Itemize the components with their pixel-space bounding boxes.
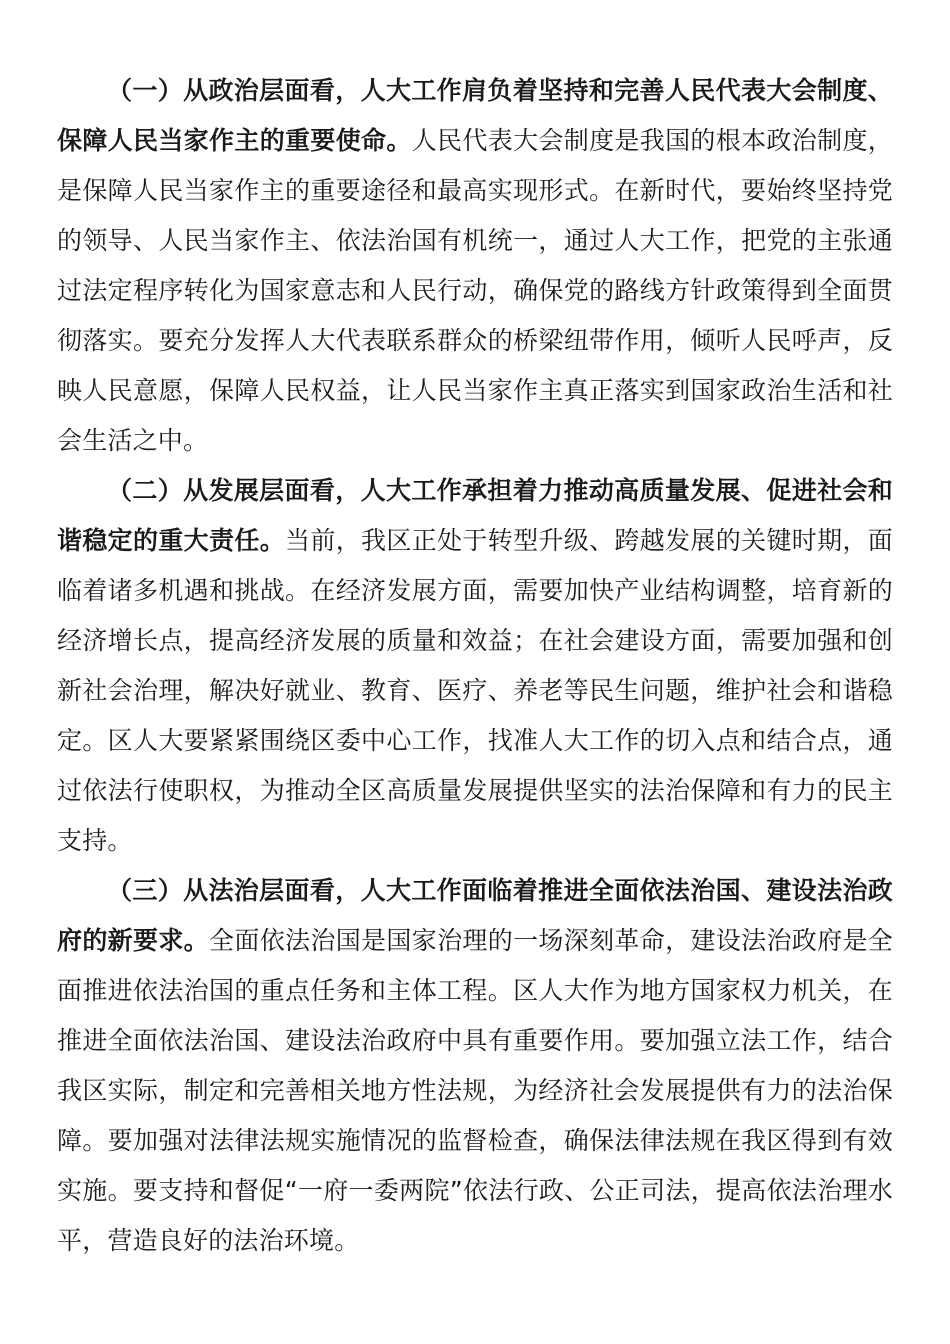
paragraph-rule-of-law [57,866,893,1266]
document-page [57,66,893,1266]
paragraph-heading: （二）从发展层面看，人大工作承担着力推动高质量发展、促进社会和谐稳定的重大责任。 [57,476,893,555]
paragraph-political [57,66,893,466]
paragraph-heading: （三）从法治层面看，人大工作面临着推进全面依法治国、建设法治政府的新要求。 [57,876,893,955]
paragraph-body: 人民代表大会制度是我国的根本政治制度，是保障人民当家作主的重要途径和最高实现形式。在新时代，要始终坚持党的领导、人民当家作主、依法治国有机统一，通过人大工作，把党的主张通过法定程序转化为国家意志和人民行动，确保党的路线方针政策得到全面贯彻落实。要充分发挥人大代表联系群众的桥梁纽带作用，倾听人民呼声，反映人民意愿，保障人民权益，让人民当家作主真正落实到国家政治生活和社会生活之中。 [57,126,893,455]
paragraph-heading: （一）从政治层面看，人大工作肩负着坚持和完善人民代表大会制度、保障人民当家作主的重要使命。 [57,76,893,155]
paragraph-body: 当前，我区正处于转型升级、跨越发展的关键时期，面临着诸多机遇和挑战。在经济发展方面，需要加快产业结构调整，培育新的经济增长点，提高经济发展的质量和效益；在社会建设方面，需要加强和创新社会治理，解决好就业、教育、医疗、养老等民生问题，维护社会和谐稳定。区人大要紧紧围绕区委中心工作，找准人大工作的切入点和结合点，通过依法行使职权，为推动全区高质量发展提供坚实的法治保障和有力的民主支持。 [57,526,893,855]
paragraph-body: 全面依法治国是国家治理的一场深刻革命，建设法治政府是全面推进依法治国的重点任务和主体工程。区人大作为地方国家权力机关，在推进全面依法治国、建设法治政府中具有重要作用。要加强立法工作，结合我区实际，制定和完善相关地方性法规，为经济社会发展提供有力的法治保障。要加强对法律法规实施情况的监督检查，确保法律法规在我区得到有效实施。要支持和督促“一府一委两院”依法行政、公正司法，提高依法治理水平，营造良好的法治环境。 [57,926,894,1255]
paragraph-development [57,466,893,866]
